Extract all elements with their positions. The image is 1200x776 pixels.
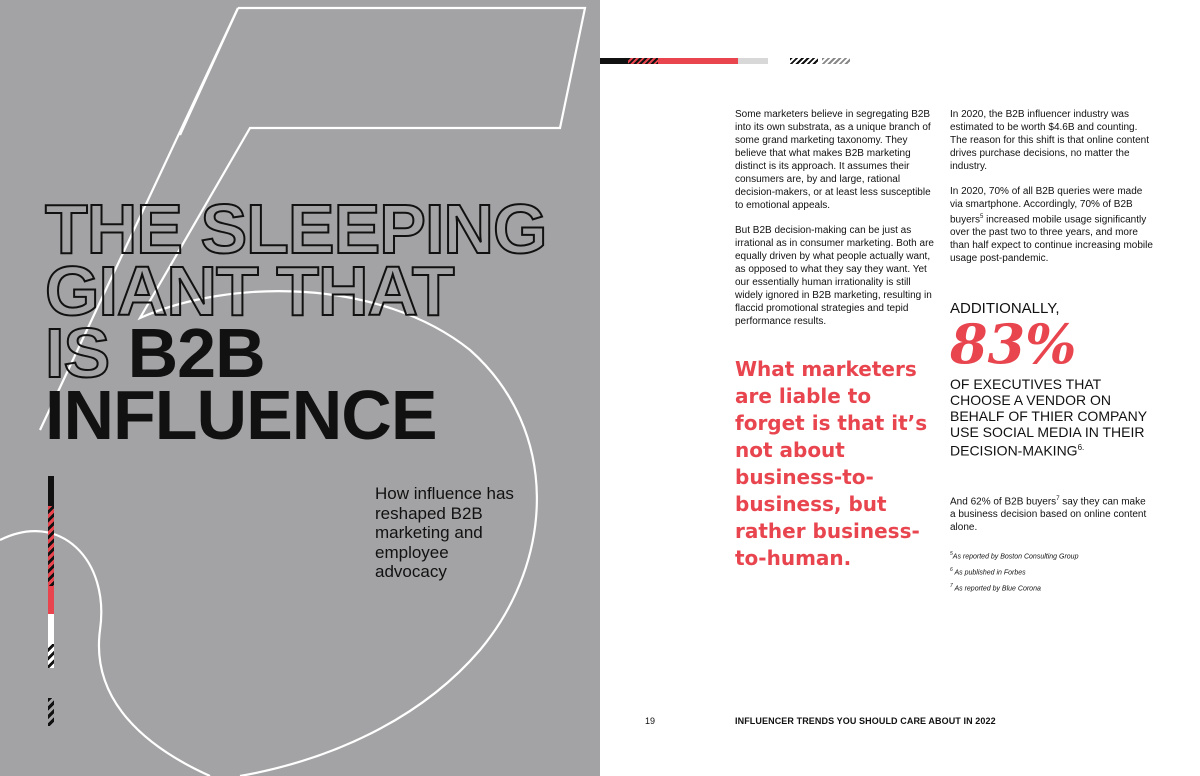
text-segment: In 2020, 70% of all B2B queries were made via smartphone. Accordingly, 70% of B2B buyers (950, 186, 1143, 226)
footnote-text: As reported by Boston Consulting Group (952, 553, 1079, 561)
footnote-number: 5 (950, 551, 953, 557)
footnote-text: As published in Forbes (952, 569, 1026, 577)
footnote (950, 564, 1170, 580)
decorative-bar-hatch-bottom (48, 698, 54, 726)
decorative-bar-black (48, 476, 54, 506)
top-stripe-red (658, 58, 738, 64)
decorative-bar-stripes (48, 506, 54, 586)
footnote-ref: 6. (1077, 443, 1085, 452)
top-stripe-hatch (628, 58, 658, 64)
footnote-text: As reported by Blue Corona (952, 584, 1041, 592)
headline (45, 190, 600, 454)
headline-line-3 (45, 314, 600, 392)
footnote-number: 6 (950, 566, 953, 573)
headline-line-3-solid: B2B (127, 314, 265, 392)
top-stripe-grey (738, 58, 768, 64)
pull-quote: What marketers are liable to forget is that it’s not about business-to-business, but rather business-to-human. (735, 357, 928, 570)
headline-line-2: GIANT THAT (45, 252, 454, 330)
decorative-bar-red (48, 586, 54, 614)
decorative-bar-hatch (48, 644, 54, 668)
subtitle: How influence has reshaped B2B marketing and employee advocacy (375, 484, 514, 581)
stat-followup (950, 493, 1150, 534)
text-segment: And 62% of B2B buyers (950, 496, 1057, 508)
body-paragraph: In 2020, the B2B influencer industry was estimated to be worth $4.6B and counting. The reason for this shift is that online content drives purchase decisions, no matter the industry. (950, 109, 1149, 172)
footnote-ref: 7 (1056, 496, 1060, 502)
text-segment: say they can make a business decision based on online content alone. (950, 496, 1147, 534)
stat-label: ADDITIONALLY, (950, 300, 1060, 317)
top-stripe-black (600, 58, 628, 64)
footnote-ref: 5 (980, 214, 984, 220)
body-paragraph: But B2B decision-making can be just as irrational as in consumer marketing. Both are equally driven by what people actually want, as opposed to what they say they want. Yet our essentially human irrationality is still widely ignored in B2B marketing, resulting in flaccid promotional strategies and tepid performance results. (735, 225, 934, 327)
headline-line-1: THE SLEEPING (45, 190, 547, 268)
stat-description-text: OF EXECUTIVES THAT CHOOSE A VENDOR ON BEHALF OF THIER COMPANY USE SOCIAL MEDIA IN THEIR DECISION-MAKING (950, 376, 1147, 459)
top-stripe-hatch-3 (822, 58, 850, 64)
body-paragraph (950, 185, 1155, 265)
headline-line-3-outline: IS (45, 314, 110, 392)
body-column-2 (950, 108, 1155, 277)
stat-value: 83% (950, 312, 1077, 376)
footnotes (950, 548, 1170, 595)
body-column-1 (735, 108, 940, 340)
footnote (950, 580, 1170, 596)
text-segment: increased mobile usage significantly over the past two to three years, and more than half expect to continue increasing mobile usage post-pandemic. (950, 214, 1153, 265)
headline-line-4: INFLUENCE (45, 376, 437, 454)
decorative-bar-white (48, 614, 54, 644)
stat-description (950, 376, 1165, 459)
footnote (950, 548, 1170, 564)
body-paragraph: Some marketers believe in segregating B2B into its own substrata, as a unique branch of some grand marketing taxonomy. They believe that what makes B2B marketing distinct is its approach. It assumes their consumers are, by and large, rational decision-makers, or at least less susceptible to emotional appeals. (735, 109, 931, 211)
top-stripe-hatch-2 (790, 58, 818, 64)
page-number: 19 (645, 716, 656, 726)
footnote-number: 7 (950, 582, 953, 589)
running-footer: INFLUENCER TRENDS YOU SHOULD CARE ABOUT IN 2022 (735, 716, 996, 726)
